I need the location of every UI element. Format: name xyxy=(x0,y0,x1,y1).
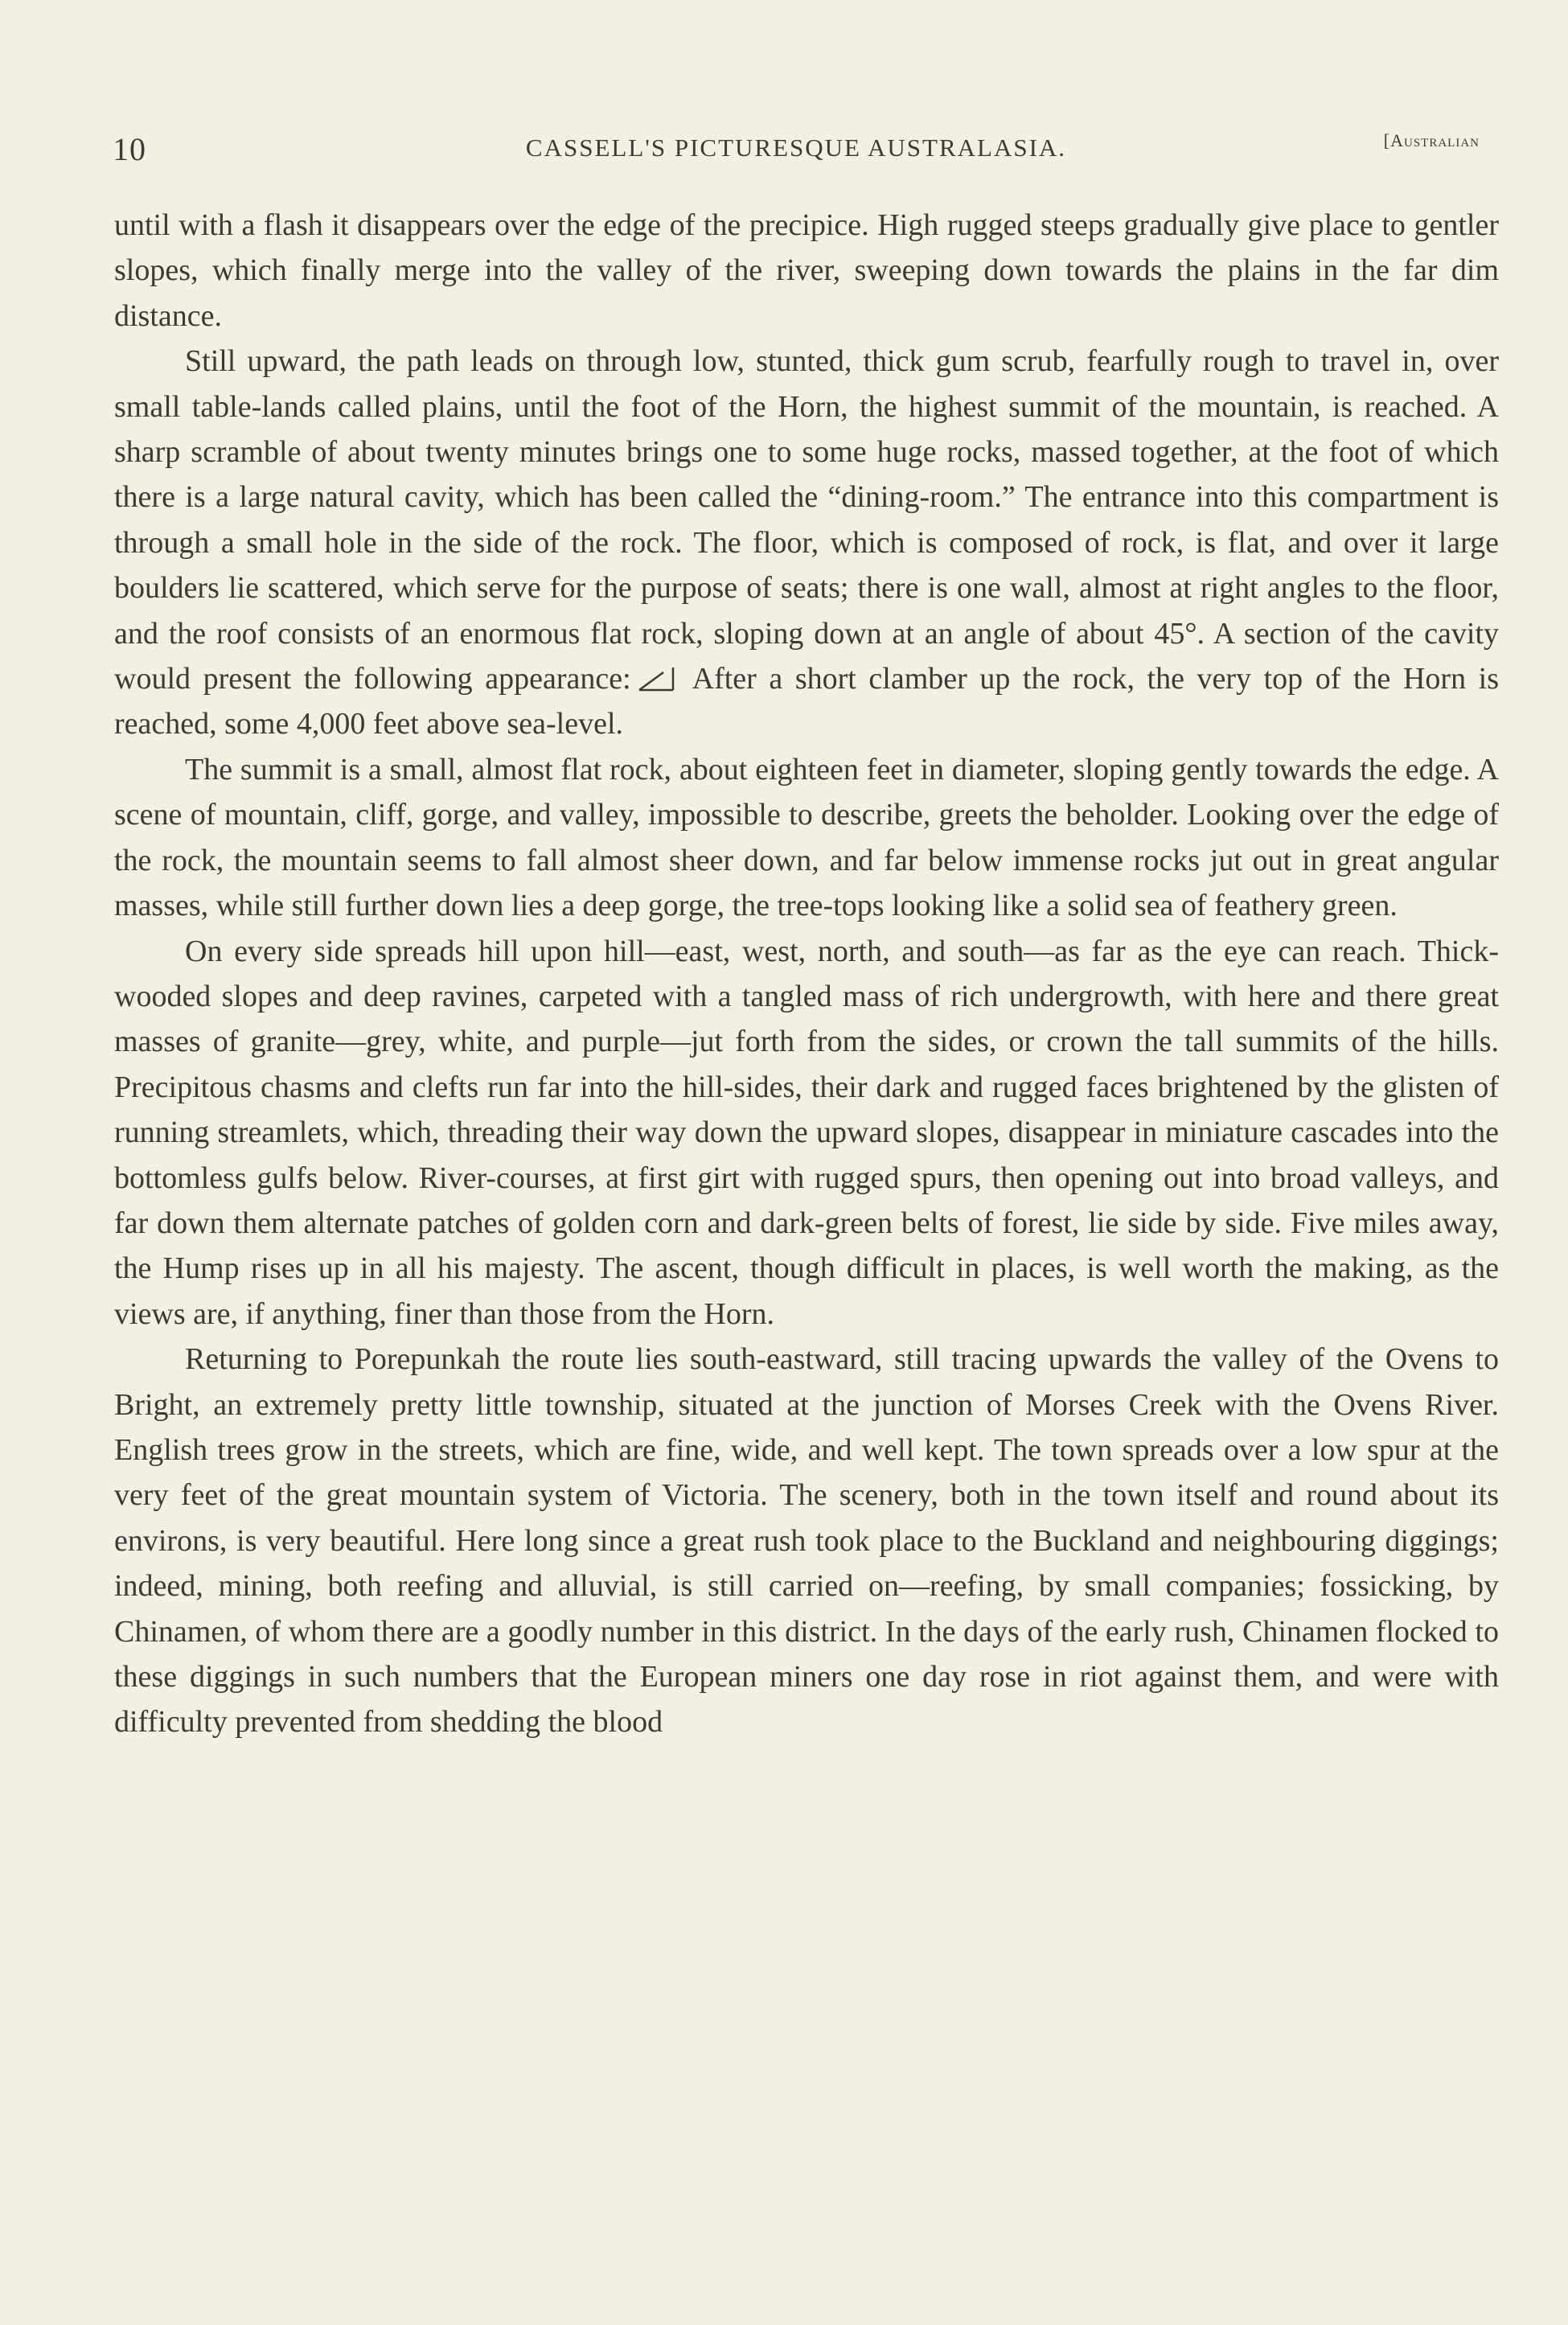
paragraph-4: On every side spreads hill upon hill—east, west, north, and south—as far as the eye can reach. Thick-wooded slopes and deep ravines, carpeted with a tangled mass of rich undergrowth, with here and there great masses of granite—grey, white, and purple—jut forth from the sides, or crown the tall summits of the hills. Precipitous chasms and clefts run far into the hill-sides, their dark and rugged faces brightened by the glisten of running streamlets, which, threading their way down the upward slopes, disappear in miniature cascades into the bottomless gulfs below. River-courses, at first girt with rugged spurs, then opening out into broad valleys, and far down them alternate patches of golden corn and dark-green belts of forest, lie side by side. Five miles away, the Hump rises up in all his majesty. The ascent, though difficult in places, is well worth the making, as the views are, if anything, finer than those from the Horn. xyxy=(114,934,1499,1331)
paragraph-1: until with a flash it disappears over the edge of the precipice. High rugged steeps gradually give place to gentler slopes, which finally merge into the valley of the river, sweeping down towards the plains in the far dim distance. xyxy=(114,208,1499,333)
paragraph-2-continuation: After a short clamber up the rock, the very top of the Horn is reached, some 4,000 feet above sea-level. xyxy=(114,662,1499,741)
paragraph-2-text: Still upward, the path leads on through low, stunted, thick gum scrub, fearfully rough to travel in, over small table-lands called plains, until the foot of the Horn, the highest summit of the mountain, is reached. A sharp scramble of about twenty minutes brings one to some huge rocks, massed together, at the foot of which there is a large natural cavity, which has been called the “dining-room.” The entrance into this compartment is through a small hole in the side of the rock. The floor, which is composed of rock, is flat, and over it large boulders lie scattered, which serve for the purpose of seats; there is one wall, almost at right angles to the floor, and the roof consists of an enormous flat rock, sloping down at an angle of about 45°. A section of the cavity would present the following appearance: xyxy=(114,344,1499,696)
page-number: 10 xyxy=(113,131,146,167)
paragraph-2 xyxy=(114,339,1499,747)
body-text xyxy=(114,203,1499,1745)
running-title: CASSELL'S PICTURESQUE AUSTRALASIA. xyxy=(525,134,1067,162)
paragraph-5: Returning to Porepunkah the route lies south-eastward, still tracing upwards the valley of the Ovens to Bright, an extremely pretty little township, situated at the junction of Morses Creek with the Ovens River. English trees grow in the streets, which are fine, wide, and well kept. The town spreads over a low spur at the very feet of the great mountain system of Victoria. The scenery, both in the town itself and round about its environs, is very beautiful. Here long since a great rush took place to the Buckland and neighbouring diggings; indeed, mining, both reefing and alluvial, is still carried on—reefing, by small companies; fossicking, by Chinamen, of whom there are a goodly number in this district. In the days of the early rush, Chinamen flocked to these diggings in such numbers that the European miners one day rose in riot against them, and were with difficulty prevented from shedding the blood xyxy=(114,1342,1499,1740)
page-header xyxy=(113,130,1480,170)
paragraph-3: The summit is a small, almost flat rock, about eighteen feet in diameter, sloping gently towards the edge. A scene of mountain, cliff, gorge, and valley, impossible to describe, greets the beholder. Looking over the edge of the rock, the mountain seems to fall almost sheer down, and far below immense rocks jut out in great angular masses, while still further down lies a deep gorge, the tree-tops looking like a solid sea of feathery green. xyxy=(114,752,1499,923)
cavity-section-icon xyxy=(636,664,688,693)
section-label: [Australian xyxy=(1383,130,1480,150)
